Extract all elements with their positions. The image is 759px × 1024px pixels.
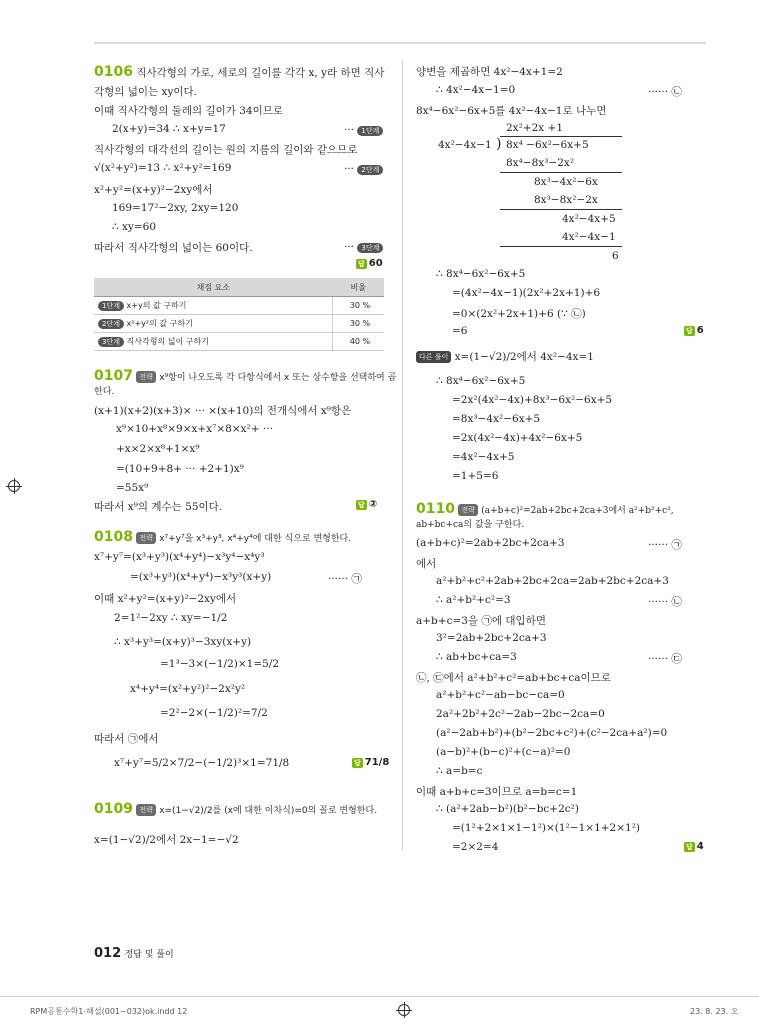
strategy-tag: 전략 — [136, 532, 156, 544]
text-line: 따라서 x⁹의 계수는 55이다. — [94, 501, 223, 513]
table-row: 1단계 x+y의 값 구하기 30 % — [94, 297, 384, 315]
equation: (a+b+c)²=2ab+2bc+2ca+3 — [416, 537, 565, 549]
equation: ∴ ab+bc+ca=3 — [436, 651, 517, 663]
answer: 답 6 — [686, 325, 704, 336]
page-number: 012 — [94, 946, 122, 961]
print-slug-file: RPM공통수학1-해설(001~032)ok.indd 12 — [30, 1007, 188, 1016]
equation: =2x(4x²−4x)+4x²−6x+5 — [452, 432, 583, 444]
equation: a²+b²+c²+2ab+2bc+2ca=2ab+2bc+2ca+3 — [436, 575, 669, 587]
strategy-tag: 전략 — [136, 804, 156, 816]
equation: +x×2×x⁸+1×x⁹ — [116, 443, 200, 455]
text-line: 이때 직사각형의 둘레의 길이가 34이므로 — [94, 105, 283, 117]
equation: 2(x+y)=34 ∴ x+y=17 — [112, 123, 226, 135]
ref-mark: ······ ㉠ — [328, 573, 362, 585]
equation: =1³−3×(−1/2)×1=5/2 — [160, 658, 280, 670]
problem-number: 0110 — [416, 501, 455, 517]
text-line: 직사각형의 대각선의 길이는 원의 지름의 길이와 같으므로 — [94, 144, 358, 156]
equation: x²+y²=(x+y)²−2xy에서 — [94, 184, 213, 196]
equation: =2x²(4x²−4x)+8x³−6x²−6x+5 — [452, 394, 613, 406]
equation: 169=17²−2xy, 2xy=120 — [112, 202, 239, 214]
strategy-tag: 전략 — [136, 371, 156, 383]
equation: 8x⁴−6x²−6x+5를 4x²−4x−1로 나누면 — [416, 105, 607, 117]
equation: ∴ a=b=c — [436, 765, 483, 777]
equation: (a−b)²+(b−c)²+(c−a)²=0 — [436, 746, 571, 758]
equation: ∴ 8x⁴−6x²−6x+5 — [436, 268, 526, 280]
equation: 2=1²−2xy ∴ xy=−1/2 — [114, 612, 228, 624]
equation: a²+b²+c²−ab−bc−ca=0 — [436, 689, 565, 701]
equation: =6 — [452, 325, 468, 337]
equation: =2×2=4 — [452, 841, 499, 853]
registration-mark-icon — [398, 1004, 410, 1016]
equation: =(4x²−4x−1)(2x²+2x+1)+6 — [452, 287, 601, 299]
problem-number: 0106 — [94, 64, 133, 80]
equation: 양변을 제곱하면 4x²−4x+1=2 — [416, 66, 563, 78]
hint: (a+b+c)²=2ab+2bc+2ca+3에서 a²+b²+c², — [481, 506, 674, 516]
hint: x⁷+y⁷을 x³+y³, x⁴+y⁴에 대한 식으로 변형한다. — [159, 534, 352, 544]
text-line: 에서 — [416, 558, 437, 570]
step-badge: 1단계 — [357, 126, 383, 136]
answer: 답 71/8 — [354, 757, 390, 768]
equation: 2a²+2b²+2c²−2ab−2bc−2ca=0 — [436, 708, 605, 720]
text-line: 직사각형의 가로, 세로의 길이를 각각 x, y라 하면 직사 — [136, 67, 385, 79]
table-row: 2단계 x²+y²의 값 구하기 30 % — [94, 315, 384, 333]
hint: x⁹항이 나오도록 각 다항식에서 x 또는 상수항을 선택하여 곱 — [159, 373, 397, 383]
column-divider — [402, 60, 403, 850]
equation: ∴ a²+b²+c²=3 — [436, 594, 511, 606]
footer-label: 정답 및 풀이 — [124, 950, 174, 960]
print-slug-date: 23. 8. 23. 오 — [690, 1007, 739, 1016]
strategy-tag: 전략 — [458, 504, 478, 516]
equation: 3²=2ab+2bc+2ca+3 — [436, 632, 547, 644]
table-row: 3단계 직사각형의 넓이 구하기 40 % — [94, 333, 384, 351]
answer: 답 ② — [358, 499, 378, 510]
answer: 답 60 — [358, 258, 383, 269]
text-line: 따라서 직사각형의 넓이는 60이다. — [94, 242, 253, 254]
equation: x⁷+y⁷=(x³+y³)(x⁴+y⁴)−x³y⁴−x⁴y³ — [94, 551, 265, 563]
equation: ∴ (a²+2ab−b²)(b²−bc+2c²) — [436, 803, 579, 815]
problem-number: 0109 — [94, 801, 133, 817]
equation: =(10+9+8+ ··· +2+1)x⁹ — [116, 463, 244, 475]
equation: 이때 x²+y²=(x+y)²−2xy에서 — [94, 593, 237, 605]
equation: x⁷+y⁷=5/2×7/2−(−1/2)³×1=71/8 — [114, 757, 290, 769]
text-line: ㉡, ㉢에서 a²+b²+c²=ab+bc+ca이므로 — [416, 672, 611, 684]
hint: ab+bc+ca의 값을 구한다. — [416, 520, 525, 530]
text-line: 따라서 ㉠에서 — [94, 733, 159, 745]
text-line: a+b+c=3을 ㉠에 대입하면 — [416, 615, 546, 627]
equation: x=(1−√2)/2에서 2x−1=−√2 — [94, 834, 239, 846]
ref-mark: ······ ㉡ — [648, 596, 682, 608]
equation: x⁴+y⁴=(x²+y²)²−2x²y² — [130, 683, 246, 695]
equation: =55x⁹ — [116, 482, 149, 494]
hint: x=(1−√2)/2를 (x에 대한 이차식)=0의 꼴로 변형한다. — [159, 806, 378, 816]
equation: ∴ 4x²−4x−1=0 — [436, 84, 516, 96]
print-slug-rule — [0, 996, 759, 997]
step-badge: 2단계 — [357, 165, 383, 175]
equation: =(1²+2×1×1−1²)×(1²−1×1+2×1²) — [452, 822, 641, 834]
top-rule — [94, 42, 706, 44]
equation: ∴ xy=60 — [112, 221, 157, 233]
equation: =(x³+y³)(x⁴+y⁴)−x³y³(x+y) — [130, 571, 272, 583]
table-header: 비율 — [333, 278, 385, 297]
hint: 한다. — [94, 387, 115, 397]
problem-number: 0108 — [94, 529, 133, 545]
equation: (a²−2ab+b²)+(b²−2bc+c²)+(c²−2ca+a²)=0 — [436, 727, 668, 739]
text-line: 각형의 넓이는 xy이다. — [94, 86, 198, 98]
ref-mark: ······ ㉡ — [648, 86, 682, 98]
page-footer — [94, 946, 174, 961]
equation: √(x²+y²)=13 ∴ x²+y²=169 — [94, 162, 232, 174]
ref-mark: ······ ㉠ — [648, 539, 682, 551]
equation: ∴ x³+y³=(x+y)³−3xy(x+y) — [114, 636, 252, 648]
table-header: 채점 요소 — [94, 278, 333, 297]
answer-mark: 답 — [358, 260, 365, 268]
answer: 답 4 — [686, 841, 704, 852]
equation: =8x³−4x²−6x+5 — [452, 413, 541, 425]
step-badge: 3단계 — [357, 243, 383, 253]
equation: ∴ 8x⁴−6x²−6x+5 — [436, 375, 526, 387]
problem-number: 0107 — [94, 368, 133, 384]
equation: =4x²−4x+5 — [452, 451, 515, 463]
equation: =0×(2x²+2x+1)+6 (∵ ㉡) — [452, 308, 586, 320]
equation: =1+5=6 — [452, 470, 499, 482]
equation: x⁹×10+x⁸×9×x+x⁷×8×x²+ ··· — [116, 423, 273, 435]
ref-mark: ······ ㉢ — [648, 653, 682, 665]
grading-table — [94, 278, 384, 351]
equation: (x+1)(x+2)(x+3)× ··· ×(x+10)의 전개식에서 x⁹항은 — [94, 405, 352, 417]
registration-mark-icon — [8, 480, 20, 492]
equation: =2²−2×(−1/2)²=7/2 — [160, 707, 268, 719]
equation: x=(1−√2)/2에서 4x²−4x=1 — [454, 351, 594, 363]
equation: 이때 a+b+c=3이므로 a=b=c=1 — [416, 786, 578, 798]
alt-solution-badge: 다른 풀이 — [416, 351, 451, 363]
